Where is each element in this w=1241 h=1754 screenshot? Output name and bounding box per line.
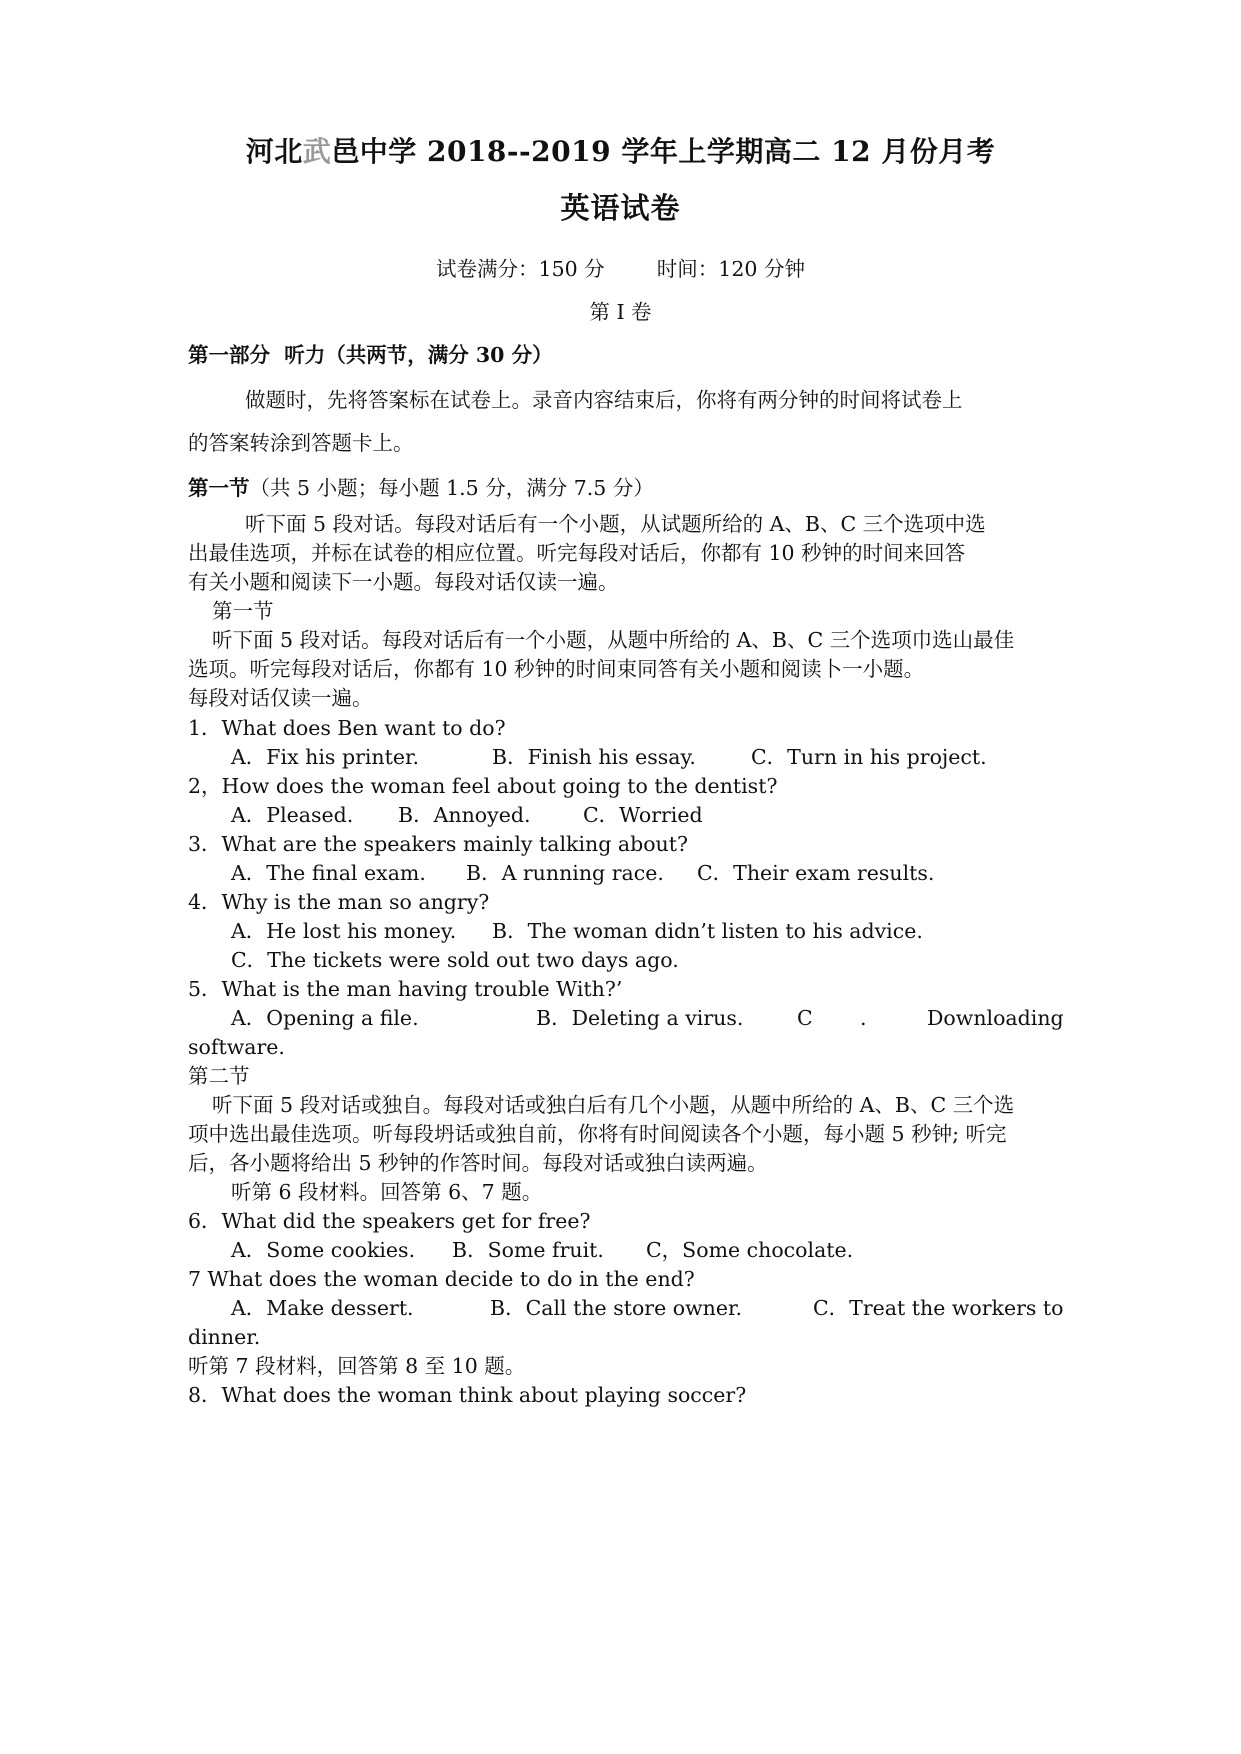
question-stem: 2，How does the woman feel about going to the dentist?: [188, 774, 778, 798]
option-c-dot: .: [860, 1006, 867, 1030]
section2-paragraph: 项中选出最佳选项。听每段坍话或独自前，你将有时间阅读各个小题，每小题 5 秒钟; 听完: [188, 1122, 1007, 1146]
option-a: A．He lost his money.: [231, 919, 457, 943]
title-part: 邑中学 2018--2019 学年上学期高二 12 月份月考: [331, 135, 996, 168]
title-faded-char: 武: [302, 135, 332, 168]
part1-instruction: 做题时，先将答案标在试卷上。录音内容结束后，你将有两分钟的时间将试卷上: [245, 388, 963, 412]
option-a: A．Some cookies.: [231, 1238, 416, 1262]
option-a: A．The final exam.: [231, 861, 426, 885]
part1-heading: 第一部分 听力（共两节，满分 30 分）: [188, 343, 553, 367]
option-b: B．Finish his essay.: [492, 745, 696, 769]
option-c-continued: dinner.: [188, 1325, 261, 1349]
question-stem: 7 What does the woman decide to do in the end?: [188, 1267, 695, 1291]
volume-label: 第 I 卷: [589, 300, 652, 324]
option-b: B．Annoyed.: [398, 803, 531, 827]
option-b: B．Some fruit.: [452, 1238, 604, 1262]
option-b: B．Call the store owner.: [490, 1296, 743, 1320]
section1-paragraph: 听下面 5 段对话。每段对话后有一个小题，从试题所给的 A、B、C 三个选项中选: [245, 512, 986, 536]
option-a: A．Pleased.: [231, 803, 354, 827]
option-c-letter: C: [797, 1006, 813, 1030]
section1b-paragraph: 听下面 5 段对话。每段对话后有一个小题，从题中所给的 A、B、C 三个选项巾选山最佳: [212, 628, 1015, 652]
question-stem: 6．What did the speakers get for free?: [188, 1209, 591, 1233]
option-a: A．Opening a file.: [231, 1006, 419, 1030]
section2-paragraph: 听下面 5 段对话或独自。每段对话或独白后有几个小题，从题中所给的 A、B、C 三个选: [212, 1093, 1015, 1117]
option-b: B．Deleting a virus.: [536, 1006, 744, 1030]
section2-heading: 第二节: [188, 1064, 250, 1088]
exam-info: 试卷满分：150 分 时间：120 分钟: [436, 257, 805, 281]
option-c: C，Some chocolate.: [646, 1238, 854, 1262]
part1-instruction: 的答案转涂到答题卡上。: [188, 431, 414, 455]
section1-heading: [188, 476, 1058, 501]
section1b-paragraph: 选项。听完每段对话后，你都有 10 秒钟的时间束同答有关小题和阅读卜一小题。: [188, 657, 925, 681]
title-part: 河北: [245, 135, 303, 168]
material-note: 听第 6 段材料。回答第 6、7 题。: [231, 1180, 543, 1204]
option-a: A．Make dessert.: [231, 1296, 414, 1320]
option-a: A．Fix his printer.: [231, 745, 420, 769]
option-b: B．The woman didn’t listen to his advice.: [492, 919, 923, 943]
question-stem: 8．What does the woman think about playing soccer?: [188, 1383, 747, 1407]
section1-paragraph: 出最佳选项，并标在试卷的相应位置。听完每段对话后，你都有 10 秒钟的时间来回答: [188, 541, 966, 565]
option-c: C．Worried: [583, 803, 703, 827]
option-c-text: Downloading: [927, 1006, 1064, 1030]
section1-label: 第一节: [188, 476, 250, 500]
option-c: C．Their exam results.: [697, 861, 935, 885]
section1b-heading: 第一节: [212, 599, 274, 623]
option-c: C．Treat the workers to: [813, 1296, 1064, 1320]
question-stem: 1．What does Ben want to do?: [188, 716, 506, 740]
page-title: [0, 135, 1241, 169]
section2-paragraph: 后，各小题将给出 5 秒钟的作答时间。每段对话或独白读两遍。: [188, 1151, 768, 1175]
section1b-paragraph: 每段对话仅读一遍。: [188, 686, 373, 710]
option-c: C．The tickets were sold out two days ago.: [231, 948, 679, 972]
option-c-continued: software.: [188, 1035, 285, 1059]
question-stem: 4．Why is the man so angry?: [188, 890, 490, 914]
option-b: B．A running race.: [466, 861, 664, 885]
question-stem: 3．What are the speakers mainly talking about?: [188, 832, 688, 856]
page-subtitle: 英语试卷: [560, 191, 681, 225]
section1-paragraph: 有关小题和阅读下一小题。每段对话仅读一遍。: [188, 570, 619, 594]
option-c: C．Turn in his project.: [751, 745, 987, 769]
question-stem: 5．What is the man having trouble With?’: [188, 977, 623, 1001]
material-note: 听第 7 段材料，回答第 8 至 10 题。: [188, 1354, 526, 1378]
section1-score: （共 5 小题；每小题 1.5 分，满分 7.5 分）: [249, 476, 654, 500]
